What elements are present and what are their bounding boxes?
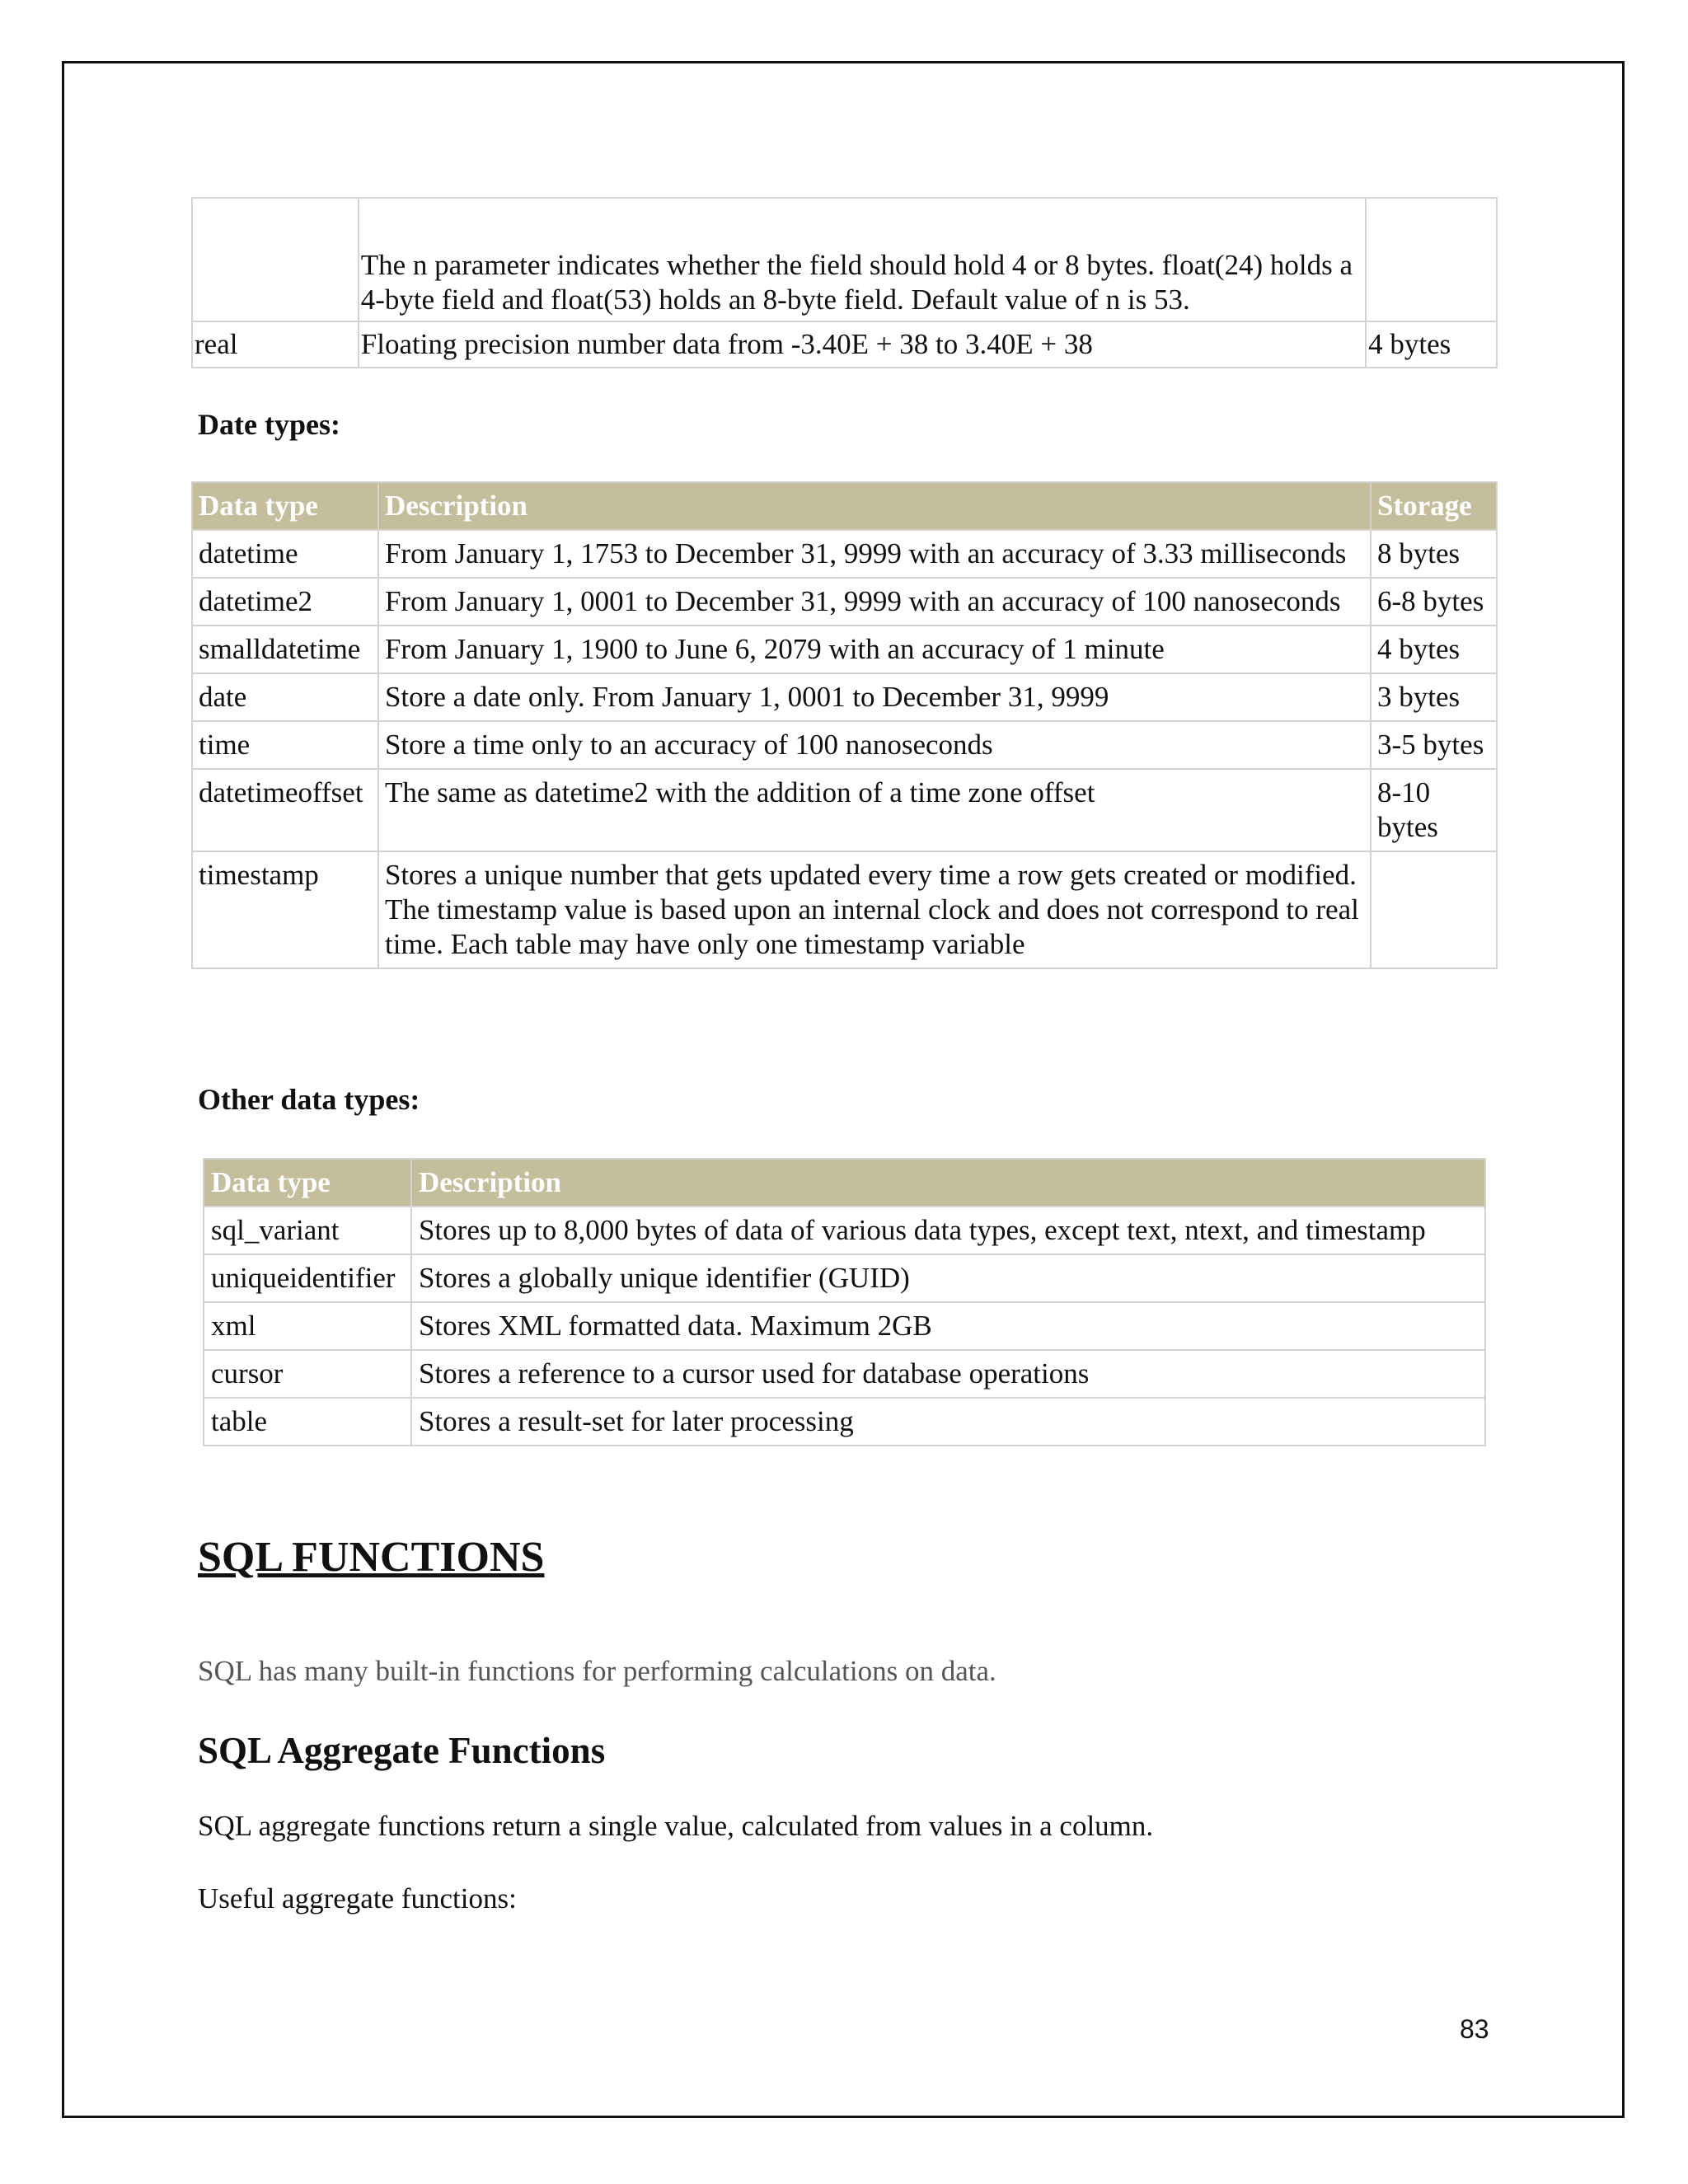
column-header: Storage (1371, 482, 1497, 530)
table-row (192, 721, 1497, 769)
table-header-row (204, 1159, 1485, 1207)
table-cell: datetime2 (192, 578, 378, 626)
aggregate-functions-description: SQL aggregate functions return a single value, calculated from values in a column. (198, 1810, 1154, 1842)
table-row (204, 1254, 1485, 1302)
table-cell: table (204, 1398, 411, 1446)
table-cell: Store a date only. From January 1, 0001 to December 31, 9999 (378, 673, 1371, 721)
table-cell: 8 bytes (1371, 530, 1497, 578)
table-cell: From January 1, 1900 to June 6, 2079 with an accuracy of 1 minute (378, 626, 1371, 673)
table-cell: 3-5 bytes (1371, 721, 1497, 769)
table-cell (192, 198, 359, 321)
column-header: Data type (204, 1159, 411, 1207)
table-cell: xml (204, 1302, 411, 1350)
date-types-table (191, 481, 1498, 969)
useful-aggregate-functions-label: Useful aggregate functions: (198, 1882, 517, 1915)
table-row (192, 626, 1497, 673)
table-row (204, 1350, 1485, 1398)
other-data-types-heading: Other data types: (198, 1083, 420, 1116)
table-row (192, 851, 1497, 968)
table-cell: Stores XML formatted data. Maximum 2GB (411, 1302, 1485, 1350)
table-cell: Store a time only to an accuracy of 100 nanoseconds (378, 721, 1371, 769)
table-cell: time (192, 721, 378, 769)
table-cell: Floating precision number data from -3.40E + 38 to 3.40E + 38 (359, 321, 1366, 368)
aggregate-functions-heading: SQL Aggregate Functions (198, 1730, 606, 1771)
table-row (204, 1398, 1485, 1446)
table-cell (1371, 851, 1497, 968)
table-cell: Stores up to 8,000 bytes of data of various data types, except text, ntext, and timestamp (411, 1207, 1485, 1254)
column-header: Description (378, 482, 1371, 530)
table-row (192, 673, 1497, 721)
table-row (192, 769, 1497, 851)
column-header: Data type (192, 482, 378, 530)
table-cell: Stores a unique number that gets updated every time a row gets created or modified. The timestamp value is based upon an internal clock and does not correspond to real time. Each table may have only one timestamp variable (378, 851, 1371, 968)
table-cell: datetimeoffset (192, 769, 378, 851)
table-cell: Stores a reference to a cursor used for database operations (411, 1350, 1485, 1398)
sql-functions-intro: SQL has many built-in functions for performing calculations on data. (198, 1655, 996, 1687)
table-cell (1366, 198, 1497, 321)
table-cell: sql_variant (204, 1207, 411, 1254)
other-data-types-table (203, 1158, 1486, 1446)
table-cell: The n parameter indicates whether the field should hold 4 or 8 bytes. float(24) holds a 4-byte field and float(53) holds an 8-byte field. Default value of n is 53. (359, 198, 1366, 321)
table-cell: Stores a result-set for later processing (411, 1398, 1485, 1446)
table-row (192, 530, 1497, 578)
table-cell: timestamp (192, 851, 378, 968)
numeric-types-table-continued (191, 197, 1498, 368)
table-cell: Stores a globally unique identifier (GUID) (411, 1254, 1485, 1302)
table-cell: 4 bytes (1366, 321, 1497, 368)
table-cell: uniqueidentifier (204, 1254, 411, 1302)
table-row (192, 578, 1497, 626)
table-cell: real (192, 321, 359, 368)
table-cell: 4 bytes (1371, 626, 1497, 673)
table-cell: From January 1, 0001 to December 31, 9999 with an accuracy of 100 nanoseconds (378, 578, 1371, 626)
table-cell: cursor (204, 1350, 411, 1398)
table-cell: smalldatetime (192, 626, 378, 673)
page-number: 83 (1460, 2014, 1489, 2044)
table-row (204, 1302, 1485, 1350)
table-row (192, 321, 1497, 368)
table-cell: 6-8 bytes (1371, 578, 1497, 626)
table-row (192, 198, 1497, 321)
column-header: Description (411, 1159, 1485, 1207)
sql-functions-title: SQL FUNCTIONS (198, 1534, 545, 1581)
table-cell: From January 1, 1753 to December 31, 9999 with an accuracy of 3.33 milliseconds (378, 530, 1371, 578)
table-row (204, 1207, 1485, 1254)
table-cell: date (192, 673, 378, 721)
table-cell: datetime (192, 530, 378, 578)
table-header-row (192, 482, 1497, 530)
table-cell: 3 bytes (1371, 673, 1497, 721)
date-types-heading: Date types: (198, 408, 340, 441)
table-cell: 8-10 bytes (1371, 769, 1497, 851)
table-cell: The same as datetime2 with the addition of a time zone offset (378, 769, 1371, 851)
